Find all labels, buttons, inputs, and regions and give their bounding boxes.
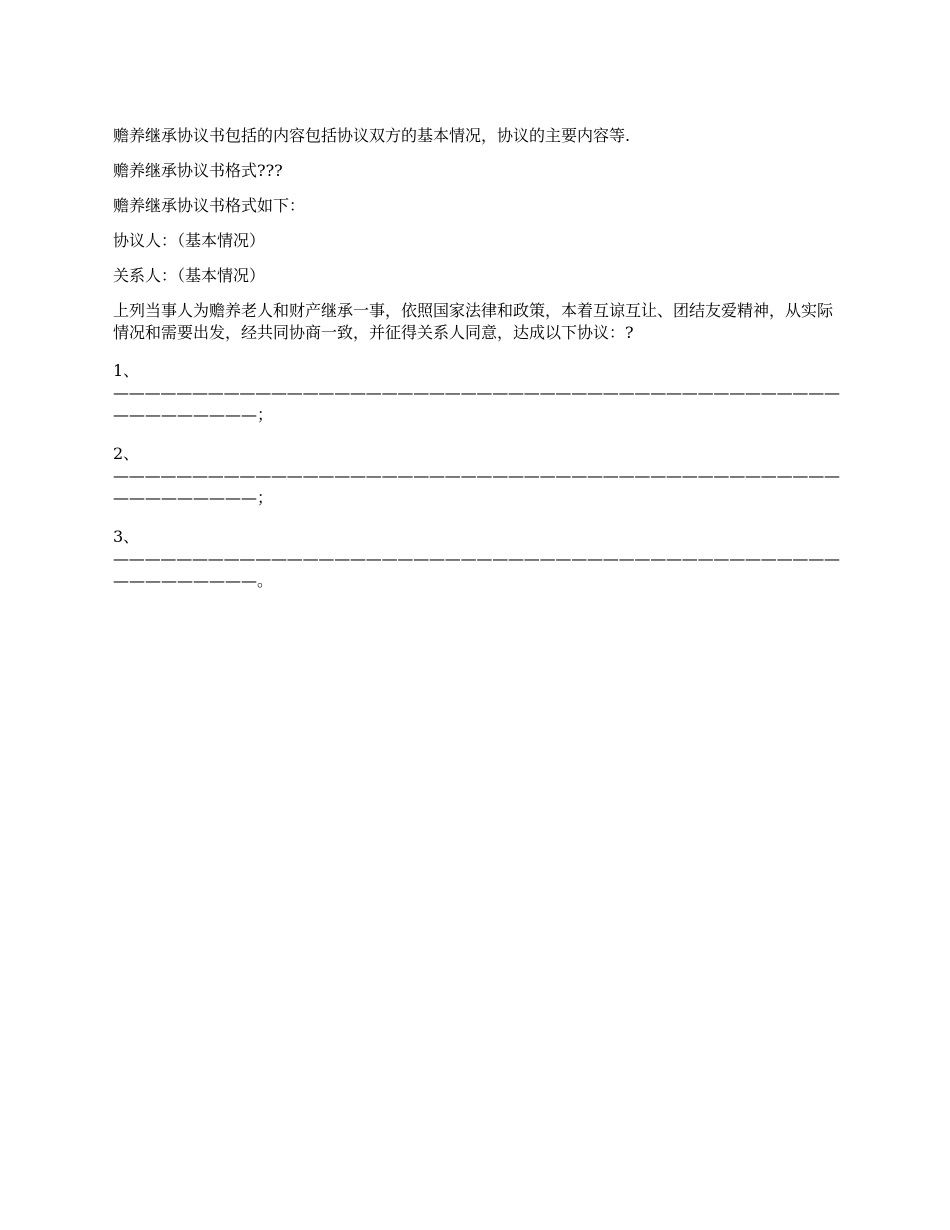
agreement-item-1 [113, 360, 840, 426]
item-blank-line: —————————————————————————————————————————————— [113, 549, 840, 568]
item-number: 3、 [113, 527, 140, 546]
item-blank-line-end: —————————； [113, 488, 274, 507]
party-line: 协议人：（基本情况） [113, 231, 266, 250]
item-number: 1、 [113, 361, 140, 380]
item-blank-line-end: —————————； [113, 405, 274, 424]
related-party-line: 关系人：（基本情况） [113, 266, 266, 285]
item-blank-line: —————————————————————————————————————————————— [113, 383, 840, 402]
format-heading: 赡养继承协议书格式??? [113, 161, 283, 180]
agreement-preamble: 上列当事人为赡养老人和财产继承一事，依照国家法律和政策，本着互谅互让、团结友爱精神，从实际情况和需要出发，经共同协商一致，并征得关系人同意，达成以下协议：? [113, 301, 834, 342]
agreement-item-2 [113, 443, 840, 509]
format-intro: 赡养继承协议书格式如下： [113, 196, 306, 215]
item-blank-line: —————————————————————————————————————————————— [113, 466, 840, 485]
document-body [113, 125, 840, 609]
intro-paragraph: 赡养继承协议书包括的内容包括协议双方的基本情况，协议的主要内容等. [113, 126, 631, 145]
item-blank-line-end: —————————。 [113, 571, 274, 590]
item-number: 2、 [113, 444, 140, 463]
agreement-item-3 [113, 526, 840, 592]
